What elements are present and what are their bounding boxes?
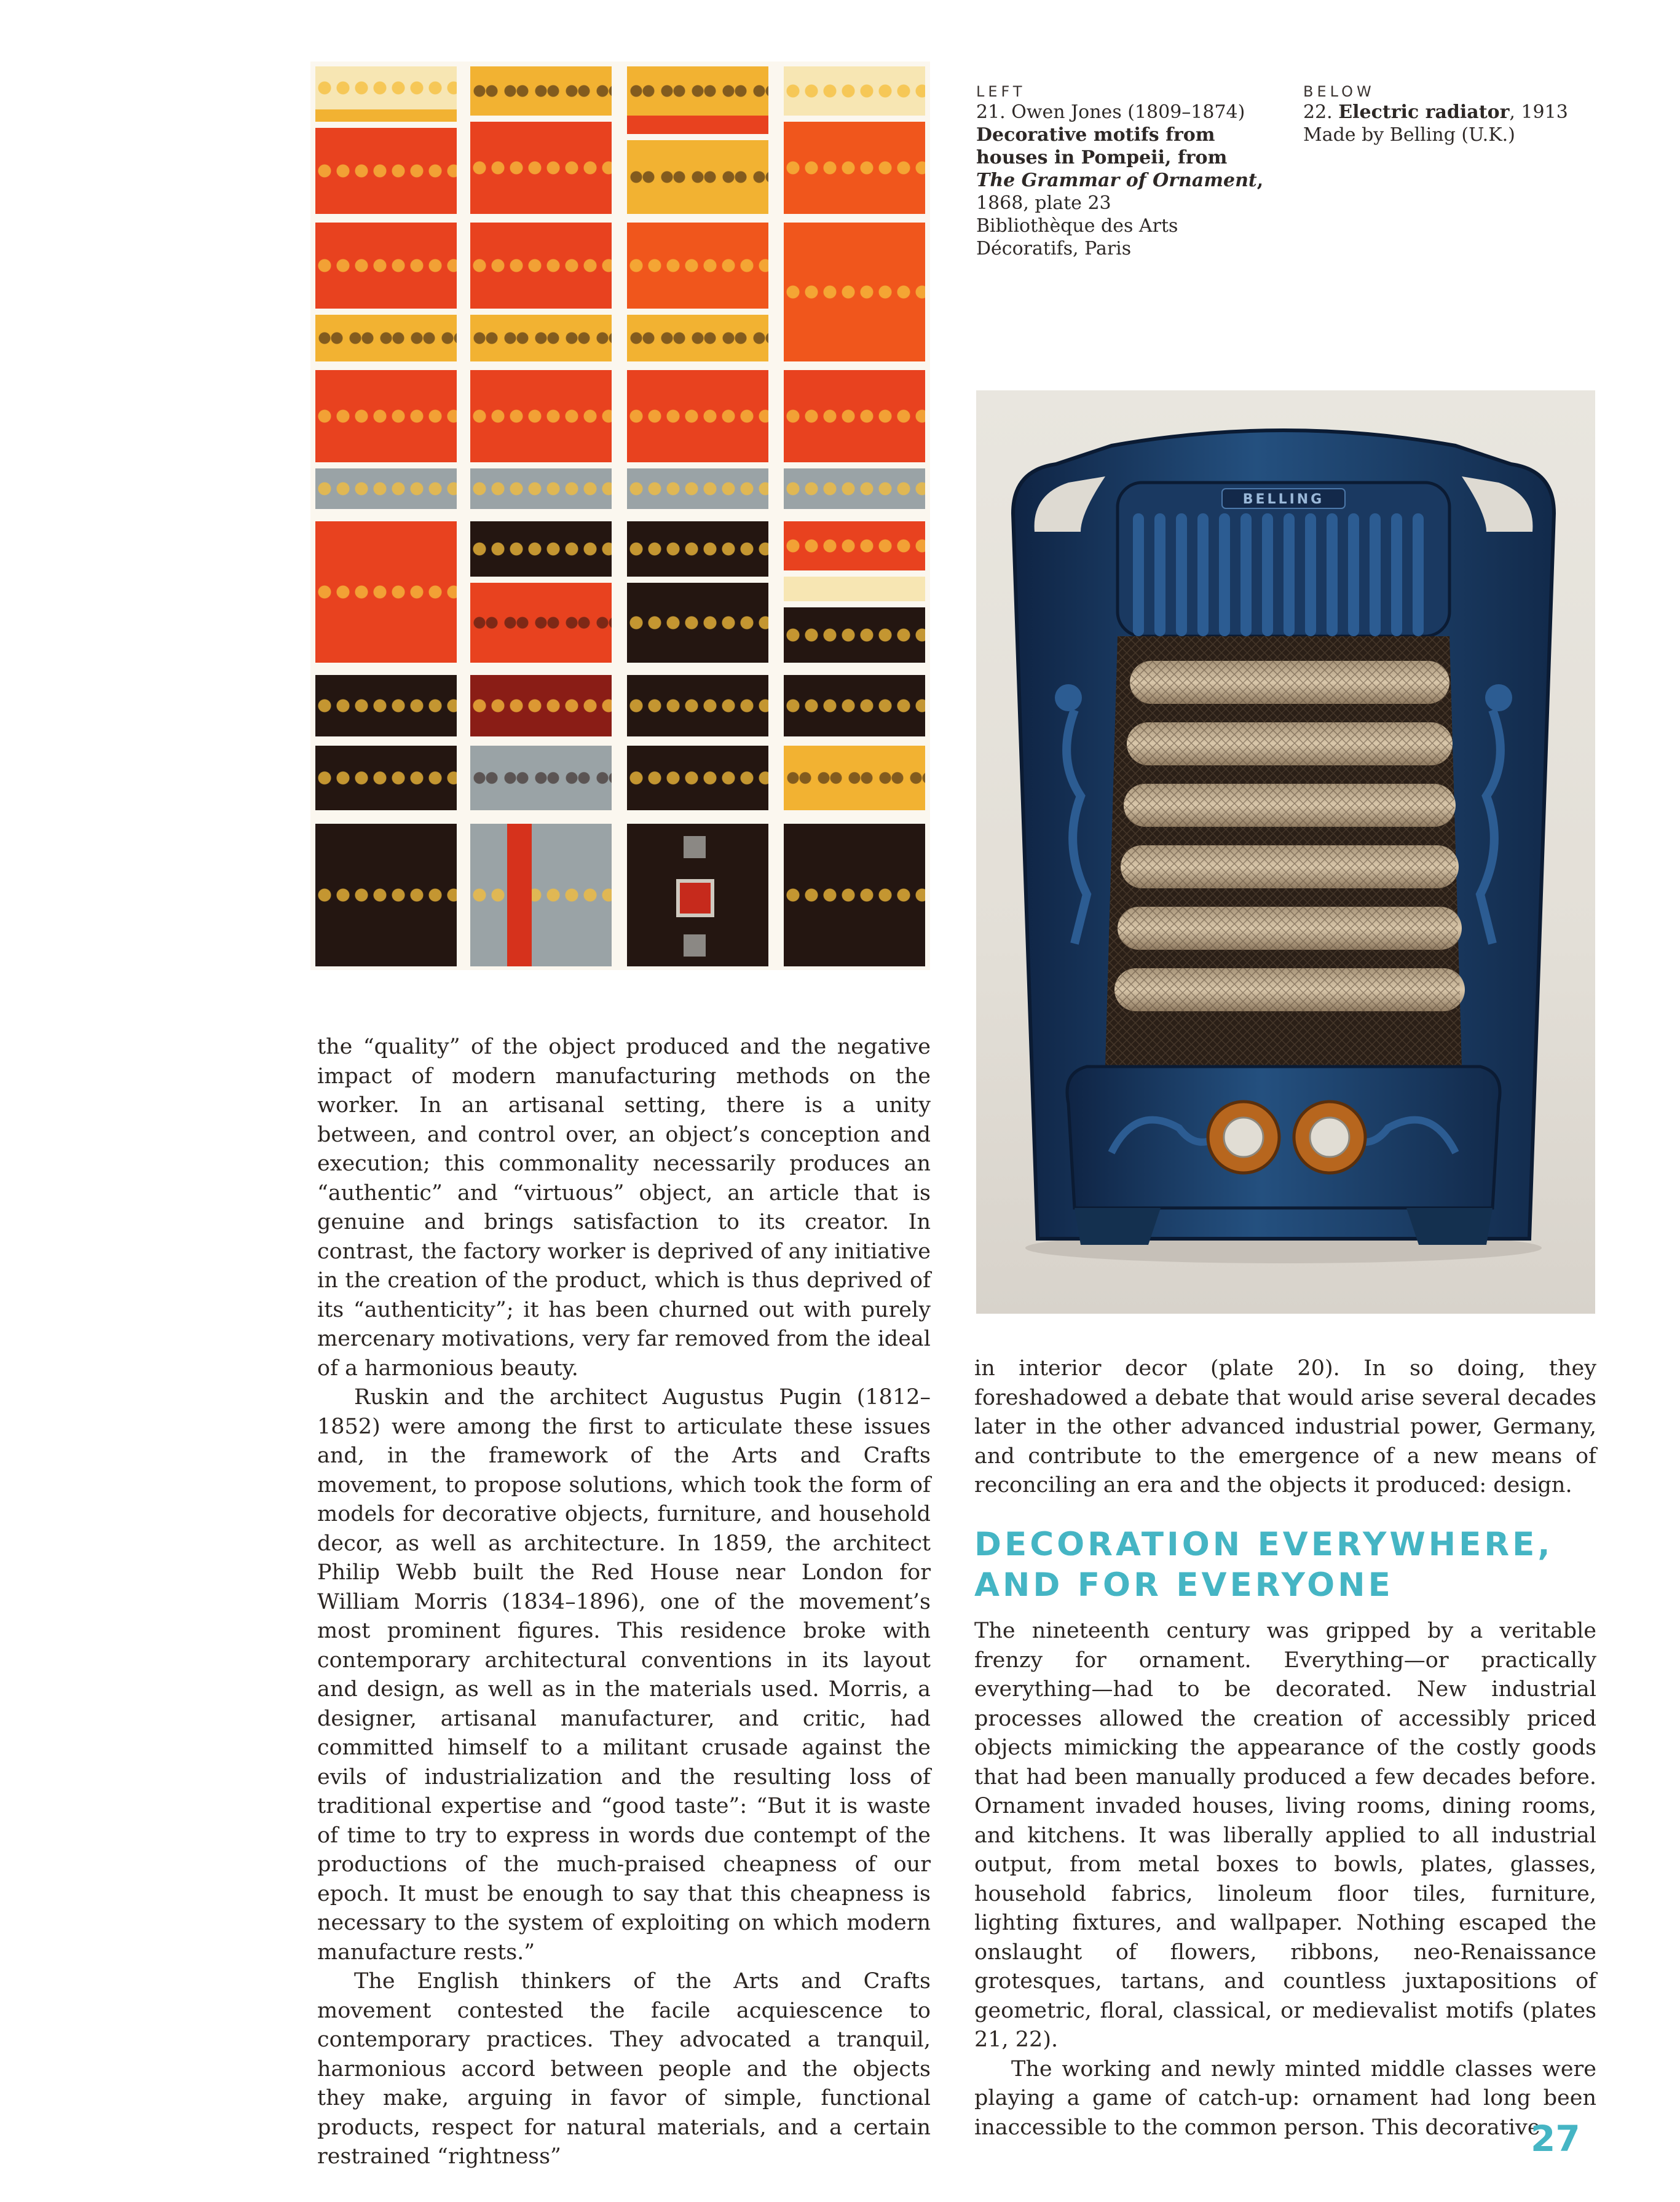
- ornament-tile: [470, 223, 612, 361]
- section-heading: [974, 1525, 1614, 1606]
- ornament-tile: [470, 824, 612, 966]
- ornament-rosette-icon: [1055, 684, 1082, 711]
- caption-number: 21.: [976, 101, 1006, 123]
- ornament-rosette-icon: [1485, 684, 1512, 711]
- ornament-tile: [784, 824, 925, 966]
- caption-label-left: LEFT: [976, 83, 1026, 100]
- radiator-foot-right: [1406, 1208, 1493, 1245]
- radiator-wire-mesh: [1105, 636, 1462, 1067]
- caption-below: BELOW 22. Electric radiator, 1913 Made by Belling (U.K.): [1303, 82, 1598, 146]
- caption-artist: Owen Jones (1809–1874): [1011, 101, 1245, 123]
- page-number: 27: [1531, 2118, 1580, 2160]
- paragraph: The nineteenth century was gripped by a veritable frenzy for ornament. Everything—or practically everything—had to be decorated. New industrial processes allowed the creation of accessibly priced objects mimicking the appearance of the costly goods that had been manually produced a few decades before. Ornament invaded houses, living rooms, dining rooms, and kitchens. It was liberally applied to all industrial output, from metal boxes to bowls, plates, glasses, household fabrics, linoleum floor tiles, furniture, lighting fixtures, and wallpaper. Nothing escaped the onslaught of flowers, ribbons, neo-Renaissance grotesques, tartans, and countless juxtapositions of geometric, floral, classical, or medievalist motifs (plates 21, 22).: [974, 1619, 1596, 2052]
- ornament-tile: [627, 66, 768, 214]
- ornament-tile: [315, 66, 457, 214]
- ornament-tile: [315, 675, 457, 810]
- paragraph: the “quality” of the object produced and the negative impact of modern manufacturing methods on the worker. In an artisanal setting, there is a unity between, and control over, an object’s conception and execution; this commonality necessarily produces an “authentic” and “virtuous” object, an article that is genuine and brings satisfaction to its creator. In contrast, the factory worker is deprived of any initiative in the creation of the product, which is thus deprived of its “authenticity”; it has been churned out with purely mercenary motivations, very far removed from the ideal of a harmonious beauty.: [317, 1035, 931, 1381]
- ornament-tile: [784, 521, 925, 663]
- ornament-tile: [315, 824, 457, 966]
- caption-maker: Made by Belling (U.K.): [1303, 124, 1515, 146]
- body-text-right-column: [974, 1617, 1596, 2142]
- plate-22-radiator-photo: [976, 390, 1595, 1314]
- radiator-illustration: [976, 390, 1595, 1314]
- ornament-tile: [315, 370, 457, 509]
- ornament-tile: [784, 66, 925, 214]
- caption-collection: Bibliothèque des Arts Décoratifs, Paris: [976, 215, 1178, 259]
- ornament-tile: [470, 675, 612, 810]
- plate-21-ornament-illustration: [310, 61, 930, 970]
- caption-year-plate: 1868, plate 23: [976, 192, 1111, 214]
- ornament-tile: [627, 370, 768, 509]
- ornament-tile: [470, 66, 612, 214]
- caption-left: LEFT 21. Owen Jones (1809–1874) Decorative motifs from houses in Pompeii, from The Grammar of Ornament, 1868, plate 23 Bibliothèque des Arts Décoratifs, Paris: [976, 82, 1265, 260]
- radiator-brand: BELLING: [1242, 492, 1325, 507]
- paragraph: in interior decor (plate 20). In so doing, they foreshadowed a debate that would arise several decades later in the other advanced industrial power, Germany, and contribute to the emergence of a new means of reconciling an era and the objects it produced: design.: [974, 1356, 1596, 1498]
- ornament-tile: [627, 675, 768, 810]
- section-heading-line-2: AND FOR EVERYONE: [974, 1566, 1394, 1604]
- caption-year: 1913: [1521, 101, 1568, 123]
- caption-title: Decorative motifs from houses in Pompeii, from: [976, 124, 1228, 168]
- section-heading-line-1: DECORATION EVERYWHERE,: [974, 1526, 1553, 1563]
- caption-number: 22.: [1303, 101, 1333, 123]
- ornament-tile: [784, 223, 925, 361]
- ornament-tile: [470, 521, 612, 663]
- radiator-knob-left: [1208, 1102, 1279, 1173]
- caption-title: Electric radiator: [1338, 101, 1510, 123]
- body-text-left-column: [317, 1033, 931, 2172]
- radiator-knob-right: [1294, 1102, 1365, 1173]
- paragraph: The working and newly minted middle classes were playing a game of catch-up: ornament had long been inaccessible to the common person. This decorative: [974, 2056, 1596, 2140]
- paragraph: The English thinkers of the Arts and Crafts movement contested the facile acquiescence to contemporary practices. They advocated a tranquil, harmonious accord between people and the objects they make, arguing in favor of simple, functional products, respect for natural materials, and a certain restrained “rightness”: [317, 1969, 931, 2169]
- caption-label-below: BELOW: [1303, 83, 1375, 100]
- ornament-tile: [315, 521, 457, 663]
- ornament-tile: [627, 223, 768, 361]
- ornament-tile: [784, 675, 925, 810]
- ornament-tile: [627, 824, 768, 966]
- caption-book-title: The Grammar of Ornament: [976, 170, 1257, 191]
- paragraph: Ruskin and the architect Augustus Pugin (1812–1852) were among the first to articulate these issues and, in the framework of the Arts and Crafts movement, to propose solutions, which took the form of models for decorative objects, furniture, and household decor, as well as architecture. In 1859, the architect Philip Webb built the Red House near London for William Morris (1834–1896), one of the movement’s most prominent figures. This residence broke with contemporary architectural conventions in its layout and design, as well as in the materials used. Morris, a designer, artisanal manufacturer, and critic, had committed himself to a militant crusade against the evils of industrialization and the resulting loss of traditional expertise and “good taste”: “But it is waste of time to try to express in words due contempt of the productions of the much-praised cheapness of our epoch. It must be enough to say that this cheapness is necessary to the system of exploiting on which modern manufacture rests.”: [317, 1385, 931, 1965]
- ornament-tile: [470, 370, 612, 509]
- ornament-tile: [627, 521, 768, 663]
- radiator-base: [1067, 1067, 1500, 1208]
- body-text-right-column-intro: [974, 1354, 1596, 1501]
- radiator-foot-left: [1075, 1208, 1161, 1245]
- ornament-tile: [315, 223, 457, 361]
- ornament-tile: [784, 370, 925, 509]
